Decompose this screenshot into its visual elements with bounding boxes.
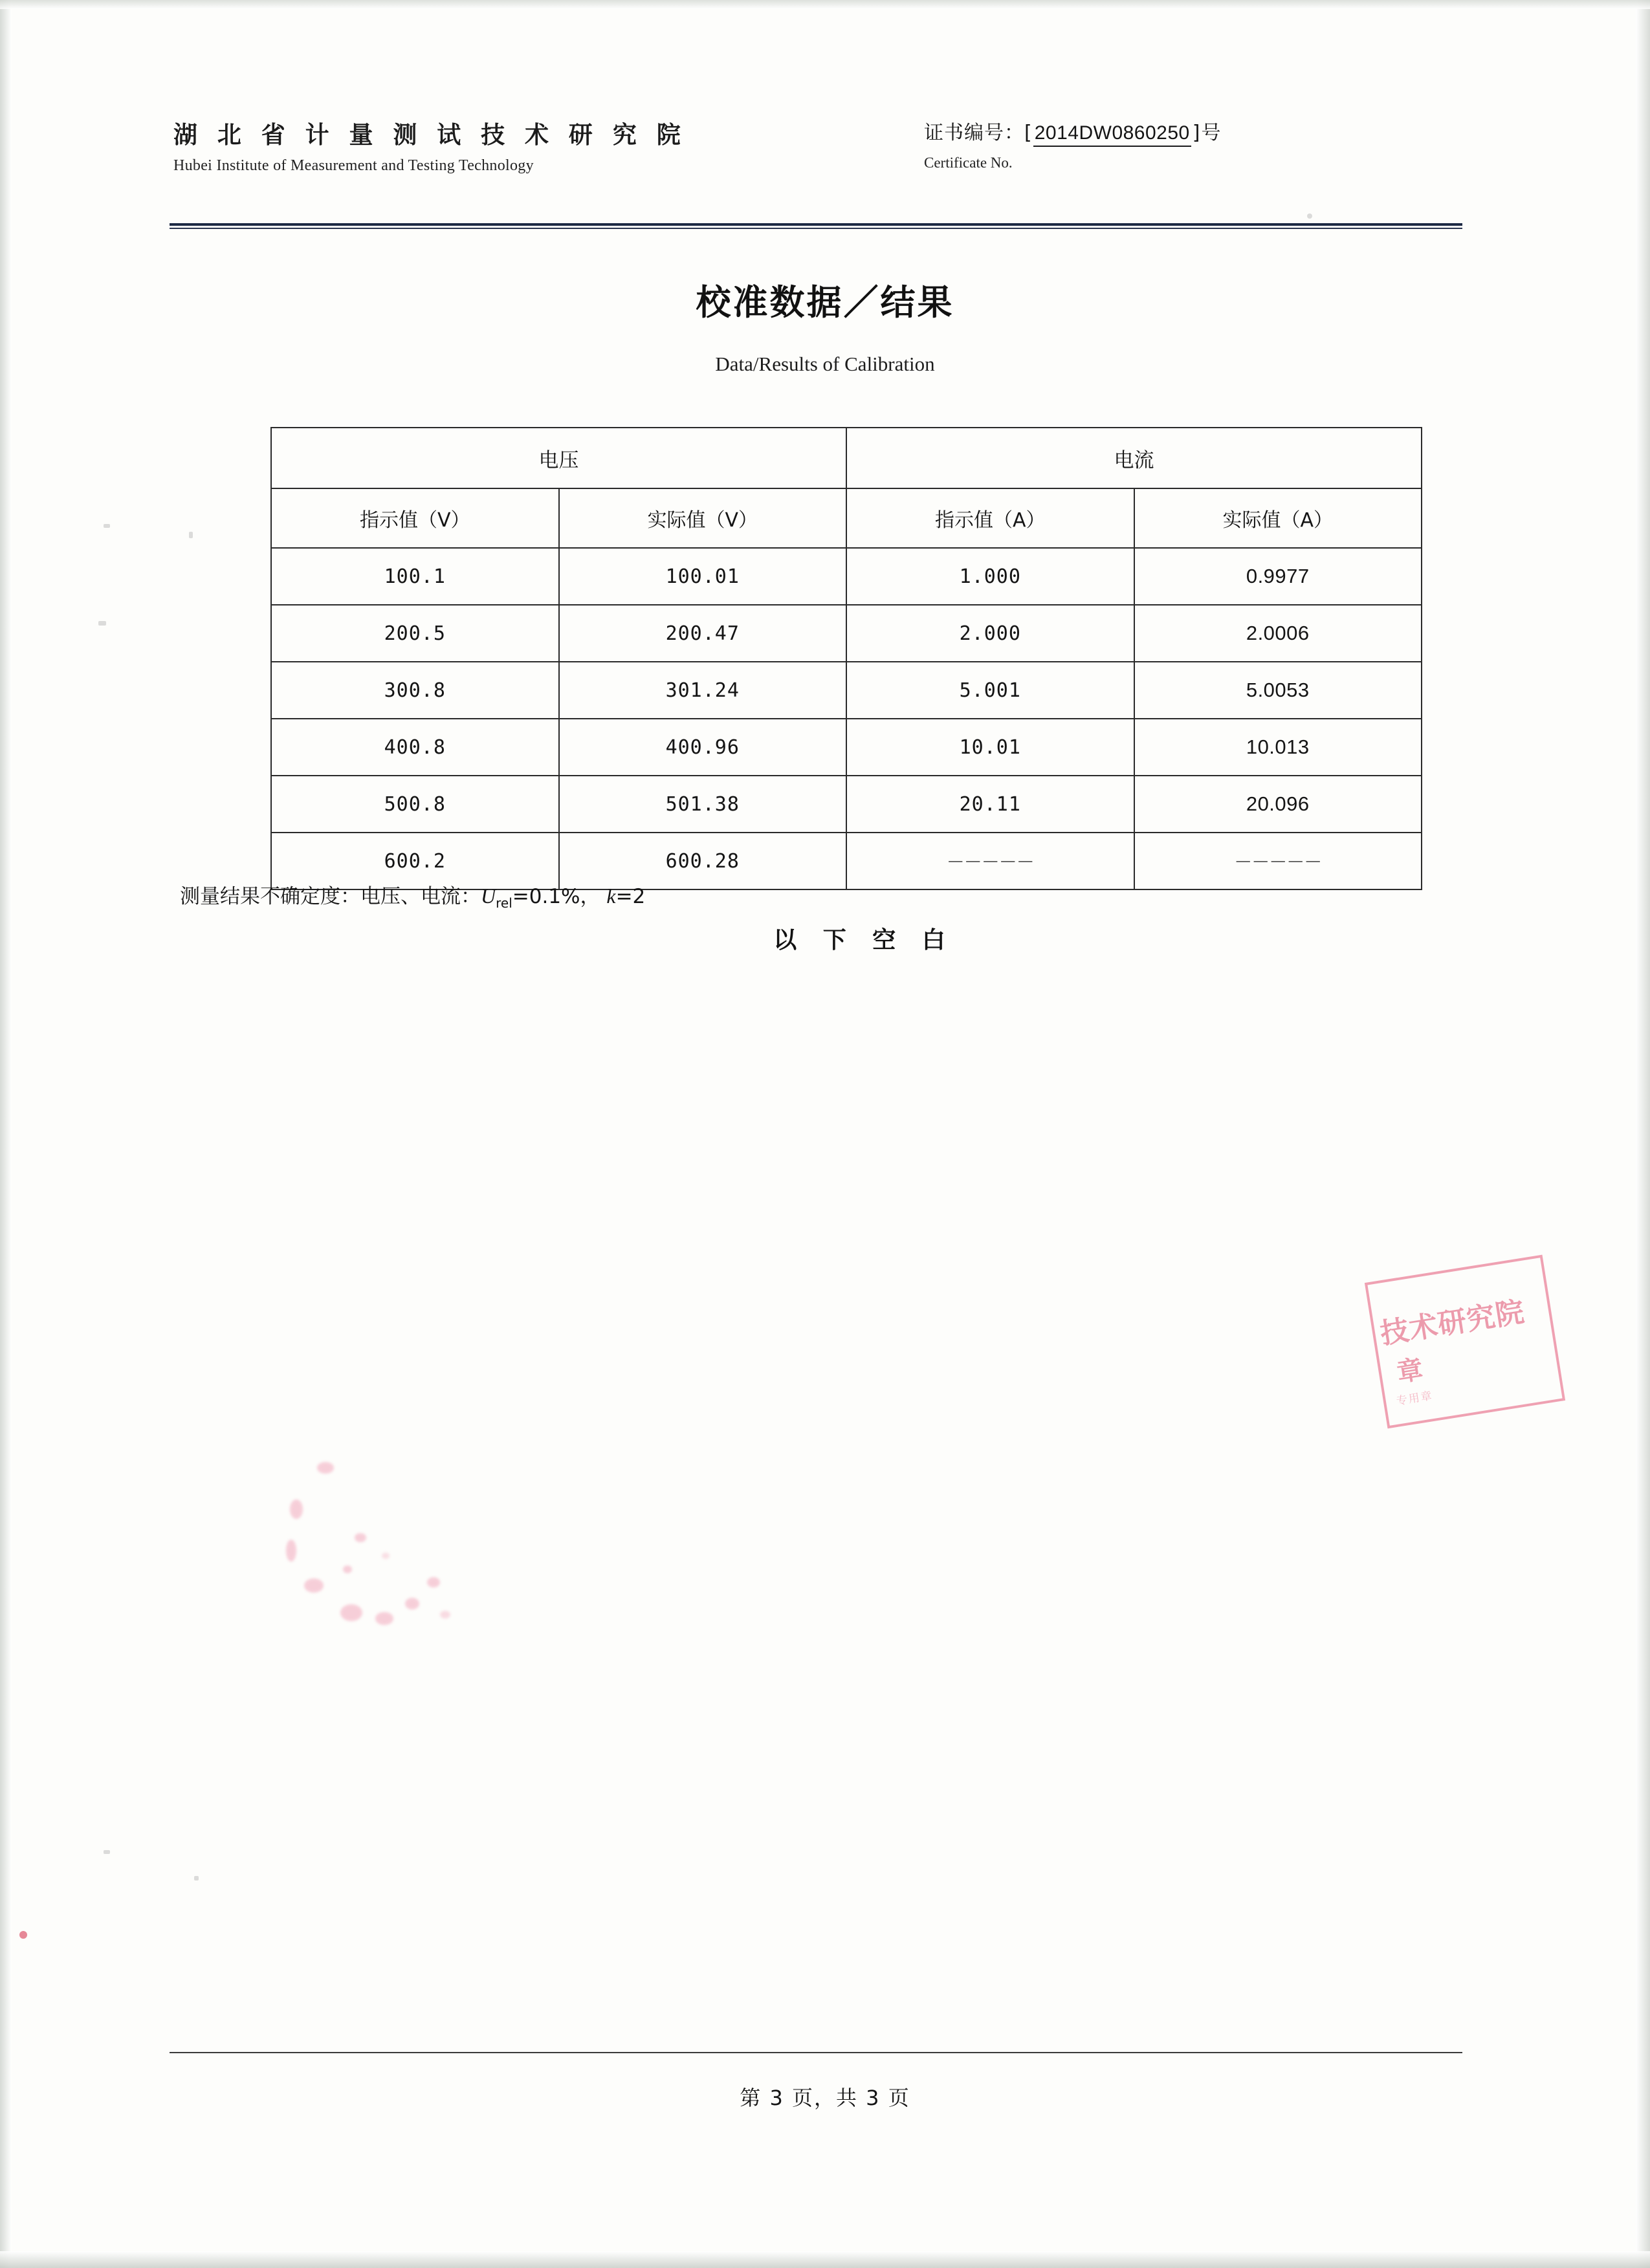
uncertainty-prefix: 测量结果不确定度：电压、电流： — [180, 885, 481, 908]
scan-speck — [189, 532, 193, 538]
cell-current-indicated: 1.000 — [846, 548, 1134, 605]
cell-voltage-indicated: 300.8 — [271, 662, 559, 719]
scan-edge-bottom — [0, 2251, 1650, 2268]
scan-speck — [1307, 213, 1312, 219]
scan-speck — [98, 621, 106, 626]
cell-voltage-indicated: 100.1 — [271, 548, 559, 605]
cell-current-indicated: －－－－－ — [846, 833, 1134, 889]
footer-divider — [170, 2052, 1462, 2053]
cell-voltage-indicated: 500.8 — [271, 776, 559, 833]
cell-voltage-indicated: 600.2 — [271, 833, 559, 889]
cell-voltage-actual: 400.96 — [559, 719, 847, 776]
cell-current-actual: 20.096 — [1134, 776, 1422, 833]
table-row — [271, 605, 1422, 662]
coverage-value: =2 — [615, 885, 646, 908]
scan-speck — [19, 1931, 27, 1939]
cell-current-actual: 5.0053 — [1134, 662, 1422, 719]
official-seal-stamp — [1365, 1255, 1565, 1429]
certificate-label-en: Certificate No. — [924, 155, 1013, 171]
cell-voltage-indicated: 400.8 — [271, 719, 559, 776]
table-row — [271, 548, 1422, 605]
coverage-symbol: k — [606, 884, 616, 908]
scan-speck — [194, 1876, 199, 1881]
column-header-voltage-actual: 实际值（V） — [559, 488, 847, 548]
cell-voltage-actual: 501.38 — [559, 776, 847, 833]
column-header-current-actual: 实际值（A） — [1134, 488, 1422, 548]
stamp-line-2: 章 — [1394, 1354, 1425, 1388]
uncertainty-symbol: U — [481, 884, 496, 908]
column-header-current-indicated: 指示值（A） — [846, 488, 1134, 548]
scan-edge-left — [0, 0, 12, 2268]
certificate-label-cn: 证书编号： — [924, 122, 1024, 144]
cell-current-indicated: 10.01 — [846, 719, 1134, 776]
calibration-data-table — [270, 427, 1422, 890]
group-header-voltage: 电压 — [271, 428, 846, 488]
column-header-voltage-indicated: 指示值（V） — [271, 488, 559, 548]
table-column-header-row — [271, 488, 1422, 548]
cell-current-actual: 0.9977 — [1134, 548, 1422, 605]
cell-current-actual: 2.0006 — [1134, 605, 1422, 662]
stamp-line-1: 技术研究院 — [1378, 1295, 1527, 1351]
certificate-number-value: 2014DW0860250 — [1033, 122, 1191, 147]
cell-voltage-actual: 100.01 — [559, 548, 847, 605]
table-row — [271, 719, 1422, 776]
scan-speck — [104, 524, 110, 528]
stamp-line-3: 专用章 — [1395, 1389, 1435, 1408]
cell-current-indicated: 5.001 — [846, 662, 1134, 719]
page-number-footer: 第 3 页，共 3 页 — [740, 2086, 910, 2110]
cell-voltage-actual: 200.47 — [559, 605, 847, 662]
certificate-number-block — [924, 116, 1220, 171]
group-header-current: 电流 — [846, 428, 1422, 488]
ink-smudge — [278, 1449, 550, 1663]
organization-name-en: Hubei Institute of Measurement and Testing Technology — [173, 157, 534, 174]
page-title-cn: 校准数据／结果 — [696, 282, 954, 323]
table-row — [271, 776, 1422, 833]
scan-edge-top — [0, 0, 1650, 9]
cell-voltage-actual: 600.28 — [559, 833, 847, 889]
scan-edge-right — [1636, 0, 1650, 2268]
certificate-bracket-close: ] — [1192, 122, 1200, 144]
uncertainty-note — [180, 880, 645, 911]
cell-current-indicated: 2.000 — [846, 605, 1134, 662]
organization-name-cn: 湖 北 省 计 量 测 试 技 术 研 究 院 — [173, 121, 687, 149]
cell-current-indicated: 20.11 — [846, 776, 1134, 833]
table-group-header-row — [271, 428, 1422, 488]
cell-current-actual: 10.013 — [1134, 719, 1422, 776]
scan-speck — [104, 1850, 110, 1854]
organization-block — [173, 115, 853, 175]
blank-below-note: 以 下 空 白 — [773, 927, 954, 954]
header-divider — [170, 223, 1462, 229]
cell-voltage-actual: 301.24 — [559, 662, 847, 719]
certificate-number-line — [924, 116, 1220, 147]
certificate-number-suffix: 号 — [1201, 122, 1221, 144]
cell-voltage-indicated: 200.5 — [271, 605, 559, 662]
page-title-en: Data/Results of Calibration — [715, 353, 935, 375]
uncertainty-subscript: rel — [496, 895, 512, 911]
certificate-bracket-open: [ — [1024, 122, 1032, 144]
uncertainty-value: =0.1%， — [512, 885, 600, 908]
cell-current-actual: －－－－－ — [1134, 833, 1422, 889]
table-row — [271, 662, 1422, 719]
